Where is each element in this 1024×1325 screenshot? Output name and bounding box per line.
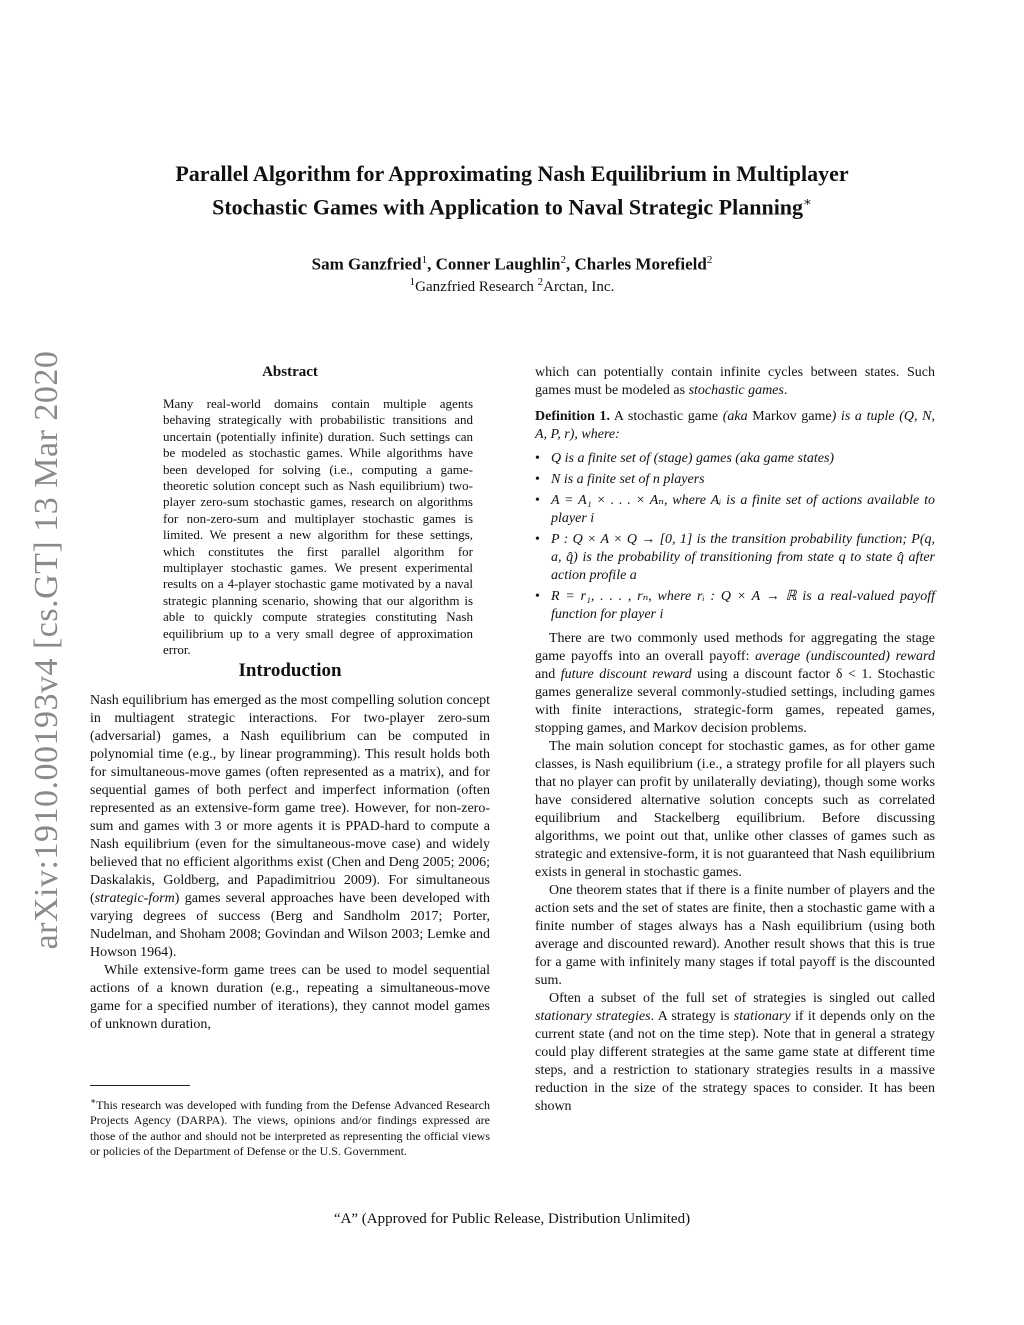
abstract-text: Many real-world domains contain multiple agents behaving strategically with probabilistic transitions and uncertain (potentially infinite) duration. Such settings can be modeled as stochastic games. While algorithms have been developed for solving (i.e., computing a game-theoretic solution concept such as Nash equilibrium) two-player zero-sum stochastic games, research on algorithms for non-zero-sum and multiplayer stochastic games is limited. We present a new algorithm for these settings, which constitutes the first parallel algorithm for multiplayer stochastic games. We present experimental results on a 4-player stochastic game motivated by a naval strategic planning scenario, showing that our algorithm is able to quickly compute strategies constituting Nash equilibrium up to a very small degree of approximation error.: [163, 396, 473, 658]
intro-paragraph-2: While extensive-form game trees can be used to model sequential actions of a known duration (e.g., repeating a simultaneous-move game for a specified number of iterations), they cannot model games of unknown duration,: [90, 963, 490, 1032]
definition-item: • N is a finite set of n players: [535, 472, 705, 487]
title-line-1: Parallel Algorithm for Approximating Nash Equilibrium in Multiplayer: [175, 161, 849, 186]
introduction-heading: Introduction: [238, 660, 342, 681]
intro-paragraph-1: Nash equilibrium has emerged as the most compelling solution concept in multiagent strategic interactions. For two-player zero-sum (adversarial) games, a Nash equilibrium can be computed in polynomial time (e.g., by linear programming). This result holds both for simultaneous-move games (often represented as a matrix), and for sequential games of both perfect and imperfect information (often represented as an extensive-form game tree). However, for non-zero-sum and games with 3 or more agents it is PPAD-hard to compute a Nash equilibrium (even for the simultaneous-move case) and widely believed that no efficient algorithms exist (Chen and Deng 2005; 2006; Daskalakis, Goldberg, and Papadimitriou 2009). For simultaneous (strategic-form) games several approaches have been developed with varying degrees of success (Berg and Sandholm 2017; Porter, Nudelman, and Shoham 2008; Govindan and Wilson 2003; Lemke and Howson 1964).: [90, 693, 490, 960]
footnote: [90, 1094, 490, 1160]
affiliation-2: Arctan, Inc.: [543, 279, 615, 295]
author-2: Conner Laughlin: [435, 254, 561, 274]
abstract-heading: Abstract: [262, 364, 318, 380]
author-1: Sam Ganzfried: [311, 254, 422, 274]
bullet-icon: •: [535, 472, 540, 487]
right-paragraph-0: which can potentially contain infinite cycles between states. Such games must be modeled as stochastic games.: [535, 365, 935, 398]
right-column-body: [535, 364, 935, 1116]
title-footnote-mark: ∗: [803, 194, 812, 209]
title-line-2: Stochastic Games with Application to Naval Strategic Planning∗: [212, 194, 812, 220]
footnote-text: This research was developed with funding from the Defense Advanced Research Projects Agency (DARPA). The views, opinions and/or findings expressed are those of the author and should not be interpreted as representing the official views or policies of the Department of Defense or the U.S. Government.: [90, 1098, 490, 1159]
definition-label: Definition 1.: [535, 409, 611, 424]
definition-item: • A = A₁ × . . . × Aₙ, where Aᵢ is a finite set of actions available to player i: [535, 493, 935, 526]
definition-item: • P : Q × A × Q → [0, 1] is the transition probability function; P(q, a, q̂) is the probability of transitioning from state q to state q̂ after action profile a: [535, 532, 935, 583]
right-paragraph-2: The main solution concept for stochastic games, as for other game classes, is Nash equilibrium (i.e., a strategy profile for all players such that no player can profit by unilaterally deviating), though some works have considered alternative solution concepts such as correlated equilibrium and Stackelberg equilibrium. Before discussing algorithms, we point out that, unlike other classes of games such as strategic and extensive-form, it is not guaranteed that Nash equilibrium exists in general in stochastic games.: [535, 739, 935, 880]
footnote-rule: [90, 1085, 190, 1086]
left-column-body: [90, 692, 490, 1034]
definition-item: • Q is a finite set of (stage) games (aka game states): [535, 451, 835, 466]
bullet-icon: •: [535, 493, 540, 508]
author-3: Charles Morefield: [574, 254, 707, 274]
author-list: Sam Ganzfried$^1$, Conner Laughlin$^2$, Charles Morefield$^2$: [311, 254, 713, 274]
definition-1: Definition 1. A stochastic game (aka Markov game) is a tuple (Q, N, A, P, r), where:: [535, 409, 935, 442]
arxiv-stamp-text: arXiv:1910.00193v4 [cs.GT] 13 Mar 2020: [28, 350, 65, 950]
right-paragraph-4: Often a subset of the full set of strategies is singled out called stationary strategies. A strategy is stationary if it depends only on the current state (and not on the time step). Note that in general a strategy could play different strategies at the same game state at different time steps, and a restriction to stationary strategies results in a massive reduction in the size of the strategy spaces to consider. It has been shown: [535, 991, 935, 1114]
footnote-mark: ∗: [90, 1096, 97, 1106]
definition-item: • R = r₁, . . . , rₙ, where rᵢ : Q × A → ℝ is a real-valued payoff function for player i: [535, 589, 935, 622]
affiliations: $^1$Ganzfried Research $^2$Arctan, Inc.: [409, 276, 615, 295]
bullet-icon: •: [535, 532, 540, 547]
paper-title: [90, 160, 934, 221]
right-paragraph-3: One theorem states that if there is a finite number of players and the action sets and the set of states are finite, then a stochastic game with a finite number of stages always has a Nash equilibrium (using both average and discounted reward). Another result shows that this is true for a game with infinitely many stages if total payoff is the discounted sum.: [535, 883, 935, 988]
release-statement: “A” (Approved for Public Release, Distribution Unlimited): [333, 1211, 691, 1227]
bullet-icon: •: [535, 451, 540, 466]
affiliation-1: Ganzfried Research: [415, 279, 534, 295]
bullet-icon: •: [535, 589, 540, 604]
right-paragraph-1: There are two commonly used methods for aggregating the stage game payoffs into an overall payoff: average (undiscounted) reward and future discount reward using a discount factor δ < 1. Stochastic games generalize several commonly-studied settings, including games with finite interactions, strategic-form games, repeated games, stopping games, and Markov decision problems.: [535, 631, 936, 736]
arxiv-stamp: [12, 350, 72, 950]
definition-list: [535, 450, 935, 624]
